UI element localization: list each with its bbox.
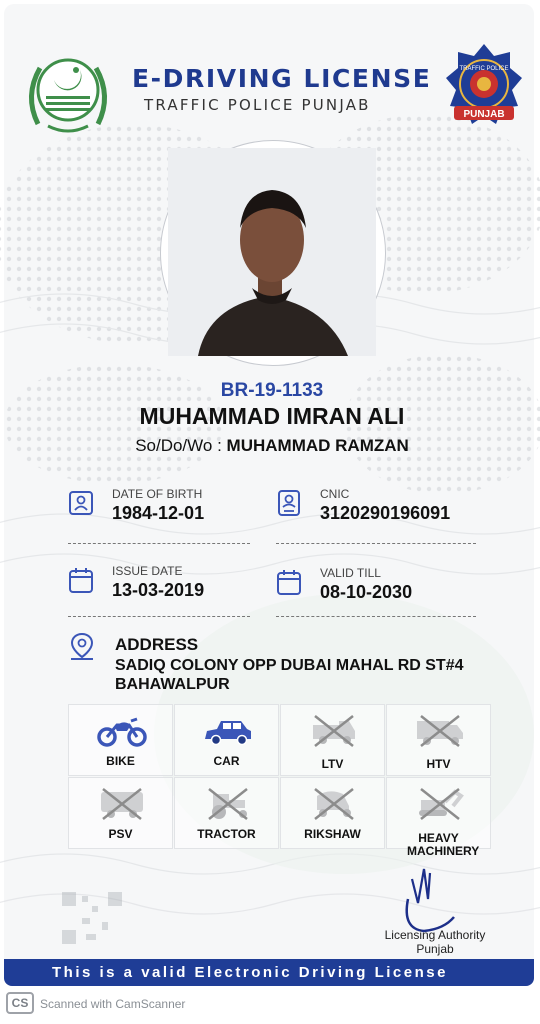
vehicle-label: CAR: [213, 754, 240, 768]
valid-till-label: VALID TILL: [320, 566, 381, 580]
vehicle-cell-rikshaw: [280, 777, 385, 849]
dob-field: [68, 487, 268, 527]
divider: [68, 543, 250, 544]
rickshaw-crossed-icon: [309, 786, 359, 822]
vehicle-cell-tractor: [174, 777, 279, 849]
vehicle-label: RIKSHAW: [304, 827, 361, 841]
camscanner-text: Scanned with CamScanner: [40, 997, 186, 1011]
holder-photo: [168, 148, 376, 356]
license-card: [4, 4, 534, 986]
issue-date-field: [68, 564, 268, 604]
parent-line: [4, 436, 540, 456]
holder-name: MUHAMMAD IMRAN ALI: [139, 403, 405, 429]
validity-footer: This is a valid Electronic Driving License: [4, 959, 534, 986]
address-line-2: BAHAWALPUR: [115, 676, 230, 693]
punjab-government-emblem-icon: [18, 46, 118, 136]
id-card-icon: [68, 489, 94, 517]
dob-value: 1984-12-01: [112, 503, 205, 523]
authority-line-1: Licensing Authority: [384, 928, 486, 942]
vehicle-label: LTV: [321, 757, 344, 771]
cnic-field: [276, 487, 496, 527]
parent-name: MUHAMMAD RAMZAN: [226, 436, 409, 455]
car-icon: [203, 713, 253, 749]
valid-till-field: [276, 566, 496, 606]
heavy-machinery-crossed-icon: [415, 786, 465, 822]
vehicle-label: PSV: [108, 827, 133, 841]
license-number: BR-19-1133: [220, 380, 324, 401]
vehicle-label: BIKE: [106, 754, 135, 768]
traffic-police-punjab-badge-icon: [444, 42, 524, 132]
badge-bottom-text: PUNJAB: [463, 109, 505, 120]
divider: [276, 616, 476, 617]
issue-date-value: 13-03-2019: [112, 580, 205, 600]
valid-till-value: 08-10-2030: [320, 582, 413, 602]
vehicle-cell-heavy-machinery: [386, 777, 491, 858]
divider: [68, 616, 250, 617]
camscanner-logo: CS: [6, 992, 34, 1014]
vehicle-label: TRACTOR: [197, 827, 256, 841]
card-title: E-DRIVING LICENSE: [132, 64, 432, 93]
vehicle-cell-car: [174, 704, 279, 776]
vehicle-categories-grid: [68, 704, 492, 858]
card-subtitle: TRAFFIC POLICE PUNJAB: [144, 96, 371, 114]
badge-top-text: TRAFFIC POLICE: [459, 66, 509, 72]
person-id-icon: [276, 489, 302, 517]
address-label: ADDRESS: [115, 635, 199, 654]
issue-date-label: ISSUE DATE: [112, 564, 183, 578]
licensing-authority: [374, 928, 496, 956]
dob-label: DATE OF BIRTH: [112, 487, 203, 501]
cnic-label: CNIC: [320, 487, 350, 501]
light-transport-vehicle-crossed-icon: [309, 713, 359, 749]
tractor-crossed-icon: [203, 786, 253, 822]
holder-silhouette: [168, 148, 376, 356]
address-line-1: SADIQ COLONY OPP DUBAI MAHAL RD ST#4: [115, 657, 464, 674]
qr-code-watermark: [62, 892, 122, 944]
vehicle-label: HTV: [426, 757, 451, 771]
calendar-icon: [276, 568, 302, 596]
vehicle-label: HEAVY MACHINERY: [407, 831, 480, 858]
vehicle-cell-htv: [386, 704, 491, 776]
heavy-transport-vehicle-crossed-icon: [415, 713, 465, 749]
authority-line-2: Punjab: [416, 942, 454, 956]
address-value: [115, 656, 515, 694]
motorcycle-icon: [97, 713, 147, 749]
vehicle-cell-bike: [68, 704, 173, 776]
vehicle-cell-psv: [68, 777, 173, 849]
signature-icon: [384, 859, 474, 939]
cnic-value: 3120290196091: [320, 503, 451, 523]
parent-label: So/Do/Wo :: [135, 436, 222, 455]
divider: [276, 543, 476, 544]
location-pin-icon: [68, 632, 96, 662]
calendar-icon: [68, 566, 94, 594]
vehicle-cell-ltv: [280, 704, 385, 776]
public-service-vehicle-crossed-icon: [97, 786, 147, 822]
